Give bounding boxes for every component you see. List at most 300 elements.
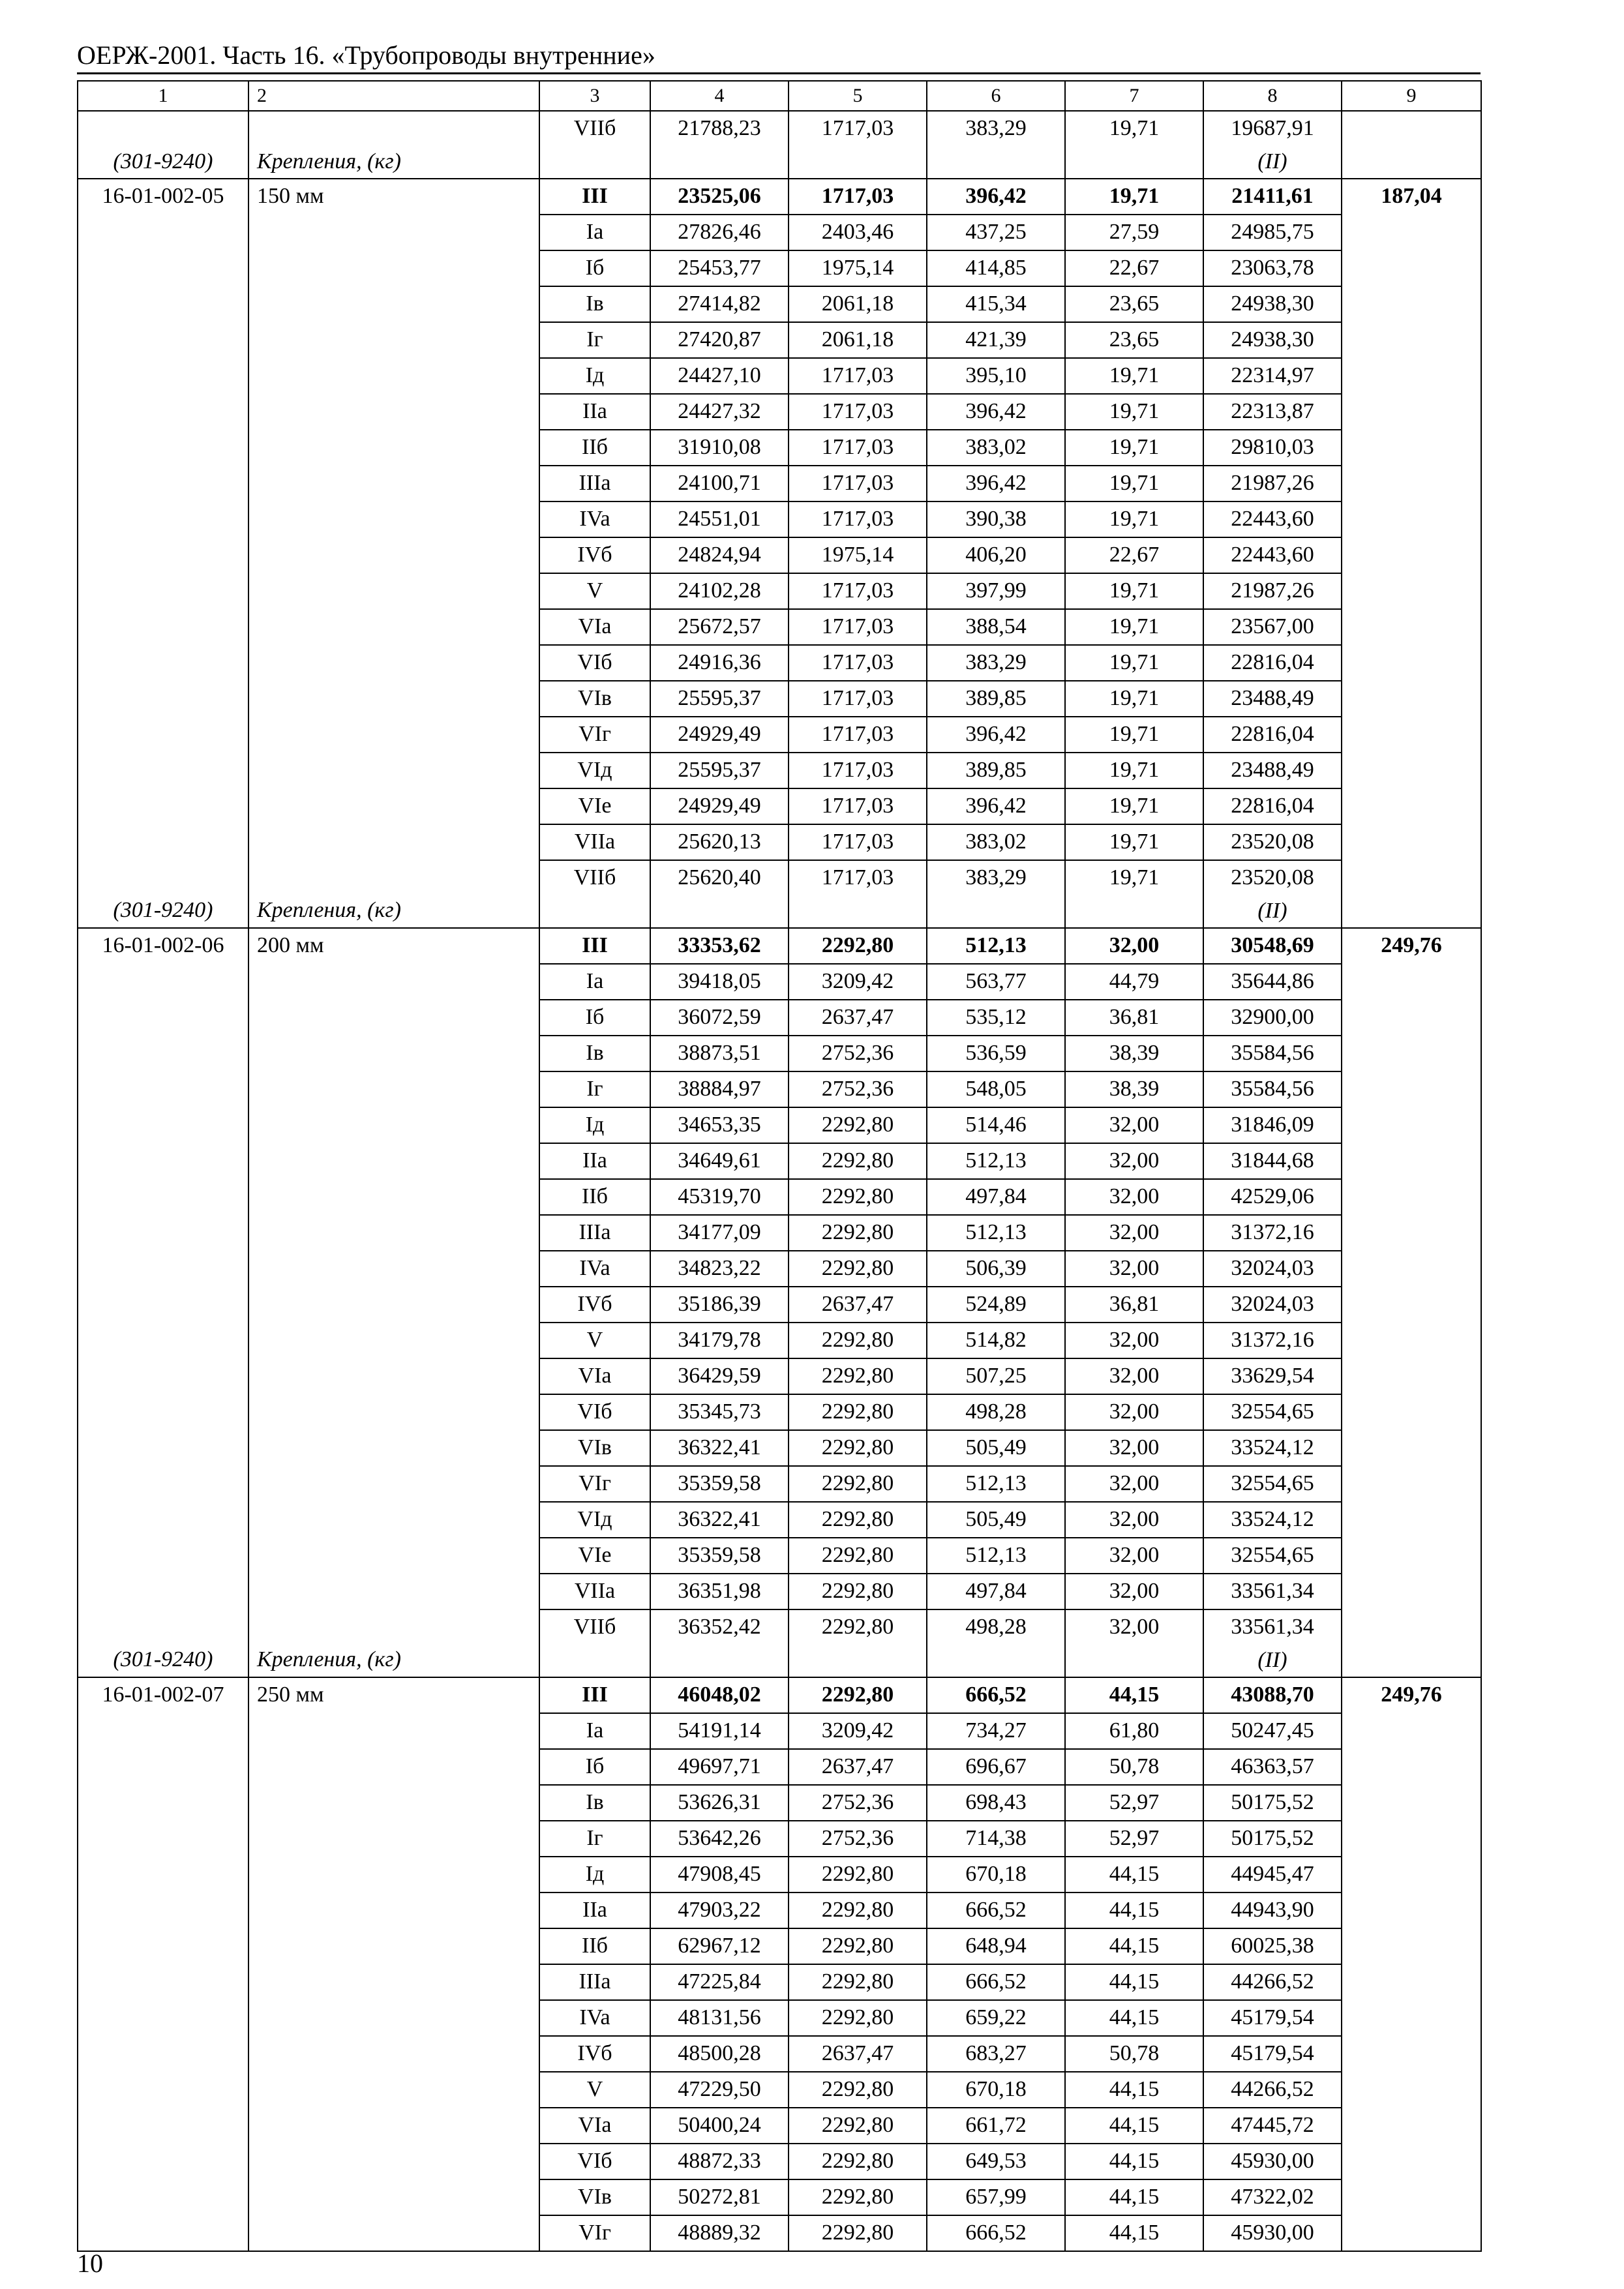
machine-cost: 698,43	[927, 1785, 1065, 1821]
materials-cost: 31372,16	[1203, 1323, 1342, 1358]
labor-value	[1342, 2072, 1481, 2108]
table-row	[78, 358, 1481, 394]
column-number: 9	[1342, 81, 1481, 111]
machinist-wages: 32,00	[1065, 1179, 1203, 1215]
labor-value	[1342, 2144, 1481, 2179]
table-row	[78, 179, 1481, 215]
position-code	[78, 286, 248, 322]
fixings-code-text: (301-9240)	[113, 149, 213, 173]
machine-cost: 666,52	[927, 2215, 1065, 2251]
total-cost: 23525,06	[650, 179, 789, 215]
machinist-wages: 44,15	[1065, 1893, 1203, 1928]
wages: 2292,80	[789, 1893, 927, 1928]
machine-cost: 548,05	[927, 1071, 1065, 1107]
variant-code: IIIa	[539, 1215, 650, 1251]
table-row	[78, 466, 1481, 501]
position-name	[248, 2072, 539, 2108]
total-cost: 36429,59	[650, 1358, 789, 1394]
position-name	[248, 681, 539, 717]
position-name	[248, 1179, 539, 1215]
wages: 2292,80	[789, 1964, 927, 2000]
wages: 2637,47	[789, 2036, 927, 2072]
wages: 2292,80	[789, 1107, 927, 1143]
fixings-code	[78, 860, 248, 928]
labor-value	[1342, 2179, 1481, 2215]
materials-cost: 23488,49	[1203, 753, 1342, 788]
table-row	[78, 1179, 1481, 1215]
table-row	[78, 1574, 1481, 1609]
total-cost: 36322,41	[650, 1430, 789, 1466]
position-name	[248, 2000, 539, 2036]
labor-value	[1342, 2036, 1481, 2072]
position-name	[248, 1893, 539, 1928]
machinist-wages: 19,71	[1065, 358, 1203, 394]
variant-code: VIa	[539, 1358, 650, 1394]
wages-value: 2292,80	[821, 1615, 894, 1639]
machinist-wages: 44,15	[1065, 2108, 1203, 2144]
variant-code: IIIa	[539, 466, 650, 501]
materials-cost: 24985,75	[1203, 215, 1342, 250]
variant-code: IVб	[539, 2036, 650, 2072]
column-number-row	[78, 81, 1481, 111]
wages: 2292,80	[789, 1251, 927, 1287]
machinist-wages	[1065, 111, 1203, 179]
total-cost: 27826,46	[650, 215, 789, 250]
machinist-wages: 23,65	[1065, 286, 1203, 322]
variant-code: VIд	[539, 753, 650, 788]
total-cost: 47903,22	[650, 1893, 789, 1928]
position-name	[248, 964, 539, 1000]
variant-code: V	[539, 573, 650, 609]
table-row	[78, 1251, 1481, 1287]
machine-cost: 395,10	[927, 358, 1065, 394]
total-cost: 24929,49	[650, 788, 789, 824]
position-code: 16-01-002-07	[78, 1677, 248, 1713]
machine-cost: 683,27	[927, 2036, 1065, 2072]
position-code	[78, 1215, 248, 1251]
labor-value: 187,04	[1342, 179, 1481, 215]
fixings-label-text: Крепления, (кг)	[257, 898, 401, 922]
position-name	[248, 1358, 539, 1394]
wages	[789, 860, 927, 928]
materials-cost: 35584,56	[1203, 1036, 1342, 1071]
machinist-wages: 32,00	[1065, 1107, 1203, 1143]
machine-cost: 535,12	[927, 1000, 1065, 1036]
table-row	[78, 964, 1481, 1000]
labor-value	[1342, 1215, 1481, 1251]
machinist-wages: 32,00	[1065, 1323, 1203, 1358]
materials-cost: 43088,70	[1203, 1677, 1342, 1713]
total-cost-value: 25620,40	[678, 865, 761, 890]
position-code	[78, 1928, 248, 1964]
labor-value	[1342, 1609, 1481, 1677]
machine-cost: 670,18	[927, 1857, 1065, 1893]
table-row-fixings	[78, 860, 1481, 928]
machinist-wages: 50,78	[1065, 1749, 1203, 1785]
total-cost: 34177,09	[650, 1215, 789, 1251]
machine-cost: 512,13	[927, 1215, 1065, 1251]
variant-code: VIб	[539, 645, 650, 681]
machine-cost: 383,02	[927, 824, 1065, 860]
column-number: 4	[650, 81, 789, 111]
machinist-wages: 44,15	[1065, 1677, 1203, 1713]
machine-cost: 406,20	[927, 537, 1065, 573]
table-row	[78, 1000, 1481, 1036]
machinist-wages: 32,00	[1065, 1215, 1203, 1251]
machine-cost: 657,99	[927, 2179, 1065, 2215]
total-cost: 25595,37	[650, 753, 789, 788]
wages: 1717,03	[789, 394, 927, 430]
table-row	[78, 1964, 1481, 2000]
table-row	[78, 2179, 1481, 2215]
fixings-code	[78, 111, 248, 179]
total-cost: 35186,39	[650, 1287, 789, 1323]
variant-code: Ia	[539, 964, 650, 1000]
price-table	[77, 80, 1482, 2252]
fixings-label-text: Крепления, (кг)	[257, 1647, 401, 1671]
total-cost: 34823,22	[650, 1251, 789, 1287]
machine-cost-value: 498,28	[965, 1615, 1027, 1639]
labor-value	[1342, 1821, 1481, 1857]
position-code	[78, 645, 248, 681]
materials-cost: 47445,72	[1203, 2108, 1342, 2144]
labor-value	[1342, 358, 1481, 394]
total-cost: 25595,37	[650, 681, 789, 717]
position-code	[78, 250, 248, 286]
machine-cost: 670,18	[927, 2072, 1065, 2108]
position-name	[248, 1000, 539, 1036]
total-cost: 48889,32	[650, 2215, 789, 2251]
total-cost: 38884,97	[650, 1071, 789, 1107]
labor-value	[1342, 964, 1481, 1000]
machine-cost: 396,42	[927, 788, 1065, 824]
machinist-wages: 38,39	[1065, 1071, 1203, 1107]
labor-value	[1342, 1000, 1481, 1036]
labor-value	[1342, 2000, 1481, 2036]
variant-code	[539, 860, 650, 928]
variant-code: Iд	[539, 1857, 650, 1893]
wages: 1717,03	[789, 573, 927, 609]
variant-code: Iд	[539, 1107, 650, 1143]
variant-code: VIб	[539, 2144, 650, 2179]
table-row	[78, 1821, 1481, 1857]
labor-value	[1342, 1107, 1481, 1143]
position-code	[78, 215, 248, 250]
position-code	[78, 466, 248, 501]
position-name	[248, 1502, 539, 1538]
total-cost: 50272,81	[650, 2179, 789, 2215]
variant-code: IIa	[539, 1143, 650, 1179]
position-name	[248, 466, 539, 501]
materials-cost: 31846,09	[1203, 1107, 1342, 1143]
position-code	[78, 1036, 248, 1071]
machine-cost: 389,85	[927, 681, 1065, 717]
wages: 2292,80	[789, 1430, 927, 1466]
wages: 3209,42	[789, 964, 927, 1000]
labor-value	[1342, 501, 1481, 537]
materials-cost: 23567,00	[1203, 609, 1342, 645]
variant-code: VIe	[539, 788, 650, 824]
table-row	[78, 537, 1481, 573]
wages: 2061,18	[789, 286, 927, 322]
variant-code: IIб	[539, 1179, 650, 1215]
table-row	[78, 2215, 1481, 2251]
variant-code: V	[539, 1323, 650, 1358]
position-code	[78, 1538, 248, 1574]
total-cost	[650, 860, 789, 928]
position-name	[248, 1430, 539, 1466]
fixings-code-text: (301-9240)	[113, 898, 213, 922]
position-code	[78, 1251, 248, 1287]
table-row	[78, 286, 1481, 322]
position-name: 200 мм	[248, 928, 539, 964]
column-number: 5	[789, 81, 927, 111]
machinist-wages: 19,71	[1065, 179, 1203, 215]
labor-value	[1342, 681, 1481, 717]
machine-cost: 498,28	[927, 1394, 1065, 1430]
table-row	[78, 717, 1481, 753]
wages: 1975,14	[789, 250, 927, 286]
variant-code: IIIa	[539, 1964, 650, 2000]
table-row	[78, 1893, 1481, 1928]
machinist-wages: 32,00	[1065, 1394, 1203, 1430]
position-name	[248, 2108, 539, 2144]
wages-value: 1717,03	[821, 116, 894, 140]
machine-cost: 388,54	[927, 609, 1065, 645]
total-cost: 45319,70	[650, 1179, 789, 1215]
wages: 2292,80	[789, 1677, 927, 1713]
materials-cost: 23520,08	[1203, 824, 1342, 860]
materials-cost: 35644,86	[1203, 964, 1342, 1000]
materials-cost: 32554,65	[1203, 1394, 1342, 1430]
position-code	[78, 717, 248, 753]
table-row	[78, 1036, 1481, 1071]
table-row	[78, 1071, 1481, 1107]
wages: 2752,36	[789, 1785, 927, 1821]
machine-cost: 396,42	[927, 394, 1065, 430]
machinist-wages: 32,00	[1065, 1251, 1203, 1287]
wages: 2292,80	[789, 1358, 927, 1394]
materials-cost: 22314,97	[1203, 358, 1342, 394]
materials-cost: 32554,65	[1203, 1538, 1342, 1574]
machine-cost: 666,52	[927, 1893, 1065, 1928]
total-cost-value: 21788,23	[678, 116, 761, 140]
labor-value: 249,76	[1342, 1677, 1481, 1713]
variant-code: Iв	[539, 286, 650, 322]
total-cost: 46048,02	[650, 1677, 789, 1713]
total-cost: 25672,57	[650, 609, 789, 645]
variant-code-value: VIIб	[573, 116, 616, 140]
labor-value	[1342, 1323, 1481, 1358]
labor-value	[1342, 2215, 1481, 2251]
wages: 2292,80	[789, 1502, 927, 1538]
machinist-wages: 19,71	[1065, 788, 1203, 824]
position-name	[248, 1215, 539, 1251]
total-cost-value: 36352,42	[678, 1615, 761, 1639]
labor-value	[1342, 753, 1481, 788]
wages: 2292,80	[789, 1143, 927, 1179]
materials-cost: 33629,54	[1203, 1358, 1342, 1394]
position-code	[78, 2144, 248, 2179]
machinist-wages: 38,39	[1065, 1036, 1203, 1071]
total-cost: 48131,56	[650, 2000, 789, 2036]
table-row	[78, 1538, 1481, 1574]
position-name	[248, 2179, 539, 2215]
position-code	[78, 2179, 248, 2215]
wages: 2292,80	[789, 1574, 927, 1609]
fixings-label	[248, 111, 539, 179]
fixings-resource-note: (II)	[1257, 149, 1287, 173]
materials-cost: 24938,30	[1203, 322, 1342, 358]
machine-cost: 389,85	[927, 753, 1065, 788]
labor-value	[1342, 609, 1481, 645]
wages: 2752,36	[789, 1036, 927, 1071]
materials-cost-value: 23520,08	[1231, 865, 1314, 890]
position-name	[248, 286, 539, 322]
machinist-wages: 19,71	[1065, 394, 1203, 430]
position-code	[78, 1821, 248, 1857]
position-name	[248, 1821, 539, 1857]
position-code	[78, 1071, 248, 1107]
variant-code: VIг	[539, 2215, 650, 2251]
materials-cost: 45930,00	[1203, 2215, 1342, 2251]
total-cost: 27414,82	[650, 286, 789, 322]
table-row	[78, 1358, 1481, 1394]
materials-cost: 45179,54	[1203, 2036, 1342, 2072]
total-cost: 48872,33	[650, 2144, 789, 2179]
machine-cost: 512,13	[927, 1143, 1065, 1179]
total-cost: 24551,01	[650, 501, 789, 537]
table-row	[78, 1107, 1481, 1143]
wages: 1717,03	[789, 466, 927, 501]
variant-code: IVa	[539, 1251, 650, 1287]
variant-code: Iб	[539, 250, 650, 286]
table-row	[78, 645, 1481, 681]
variant-code: Iд	[539, 358, 650, 394]
position-name	[248, 2036, 539, 2072]
wages: 2752,36	[789, 1071, 927, 1107]
materials-cost: 47322,02	[1203, 2179, 1342, 2215]
materials-cost	[1203, 860, 1342, 928]
variant-code: III	[539, 1677, 650, 1713]
position-code	[78, 1143, 248, 1179]
labor-value	[1342, 1394, 1481, 1430]
variant-code: IIб	[539, 1928, 650, 1964]
variant-code-value: VIIб	[573, 865, 616, 890]
labor-value	[1342, 286, 1481, 322]
wages: 2292,80	[789, 1179, 927, 1215]
wages	[789, 111, 927, 179]
total-cost: 24427,32	[650, 394, 789, 430]
wages: 2403,46	[789, 215, 927, 250]
total-cost: 35359,58	[650, 1466, 789, 1502]
machine-cost: 437,25	[927, 215, 1065, 250]
page-number: 10	[77, 2249, 103, 2278]
wages: 2292,80	[789, 1215, 927, 1251]
labor-value	[1342, 1893, 1481, 1928]
wages: 2292,80	[789, 1466, 927, 1502]
table-row	[78, 501, 1481, 537]
materials-cost: 21987,26	[1203, 466, 1342, 501]
position-code	[78, 2000, 248, 2036]
variant-code: Iг	[539, 1071, 650, 1107]
wages-value: 1717,03	[821, 865, 894, 890]
materials-cost: 23063,78	[1203, 250, 1342, 286]
position-name: 150 мм	[248, 179, 539, 215]
materials-cost	[1203, 111, 1342, 179]
variant-code: Iб	[539, 1000, 650, 1036]
machine-cost: 648,94	[927, 1928, 1065, 1964]
variant-code: III	[539, 928, 650, 964]
materials-cost: 22816,04	[1203, 645, 1342, 681]
machine-cost: 512,13	[927, 928, 1065, 964]
materials-cost	[1203, 1609, 1342, 1677]
total-cost: 34653,35	[650, 1107, 789, 1143]
labor-value	[1342, 111, 1481, 179]
machine-cost: 666,52	[927, 1964, 1065, 2000]
variant-code: Iг	[539, 322, 650, 358]
materials-cost: 22816,04	[1203, 788, 1342, 824]
position-code	[78, 1107, 248, 1143]
position-name	[248, 1394, 539, 1430]
position-code	[78, 681, 248, 717]
variant-code: VIIa	[539, 1574, 650, 1609]
machinist-wages: 44,15	[1065, 2215, 1203, 2251]
table-row	[78, 1143, 1481, 1179]
variant-code: VIг	[539, 717, 650, 753]
machinist-wages: 19,71	[1065, 824, 1203, 860]
total-cost: 25453,77	[650, 250, 789, 286]
materials-cost: 44945,47	[1203, 1857, 1342, 1893]
variant-code: Iв	[539, 1036, 650, 1071]
table-row	[78, 1502, 1481, 1538]
labor-value	[1342, 1143, 1481, 1179]
position-code	[78, 1358, 248, 1394]
machine-cost	[927, 1609, 1065, 1677]
total-cost: 38873,51	[650, 1036, 789, 1071]
table-row	[78, 1785, 1481, 1821]
labor-value	[1342, 1251, 1481, 1287]
machine-cost: 497,84	[927, 1179, 1065, 1215]
total-cost: 34179,78	[650, 1323, 789, 1358]
total-cost: 31910,08	[650, 430, 789, 466]
machine-cost: 505,49	[927, 1430, 1065, 1466]
variant-code: Ia	[539, 1713, 650, 1749]
position-name	[248, 2215, 539, 2251]
machine-cost: 696,67	[927, 1749, 1065, 1785]
machinist-wages: 36,81	[1065, 1287, 1203, 1323]
table-row-fixings	[78, 111, 1481, 179]
machinist-wages: 52,97	[1065, 1821, 1203, 1857]
machine-cost-value: 383,29	[965, 116, 1027, 140]
materials-cost: 32554,65	[1203, 1466, 1342, 1502]
machine-cost: 383,29	[927, 645, 1065, 681]
total-cost: 36322,41	[650, 1502, 789, 1538]
machine-cost: 666,52	[927, 1677, 1065, 1713]
machine-cost: 414,85	[927, 250, 1065, 286]
materials-cost: 31844,68	[1203, 1143, 1342, 1179]
variant-code: VIг	[539, 1466, 650, 1502]
machine-cost: 514,46	[927, 1107, 1065, 1143]
labor-value	[1342, 824, 1481, 860]
machinist-wages: 19,71	[1065, 609, 1203, 645]
materials-cost: 31372,16	[1203, 1215, 1342, 1251]
materials-cost-value: 33561,34	[1231, 1615, 1314, 1639]
machinist-wages: 27,59	[1065, 215, 1203, 250]
position-code	[78, 430, 248, 466]
table-row	[78, 1215, 1481, 1251]
wages: 2061,18	[789, 322, 927, 358]
